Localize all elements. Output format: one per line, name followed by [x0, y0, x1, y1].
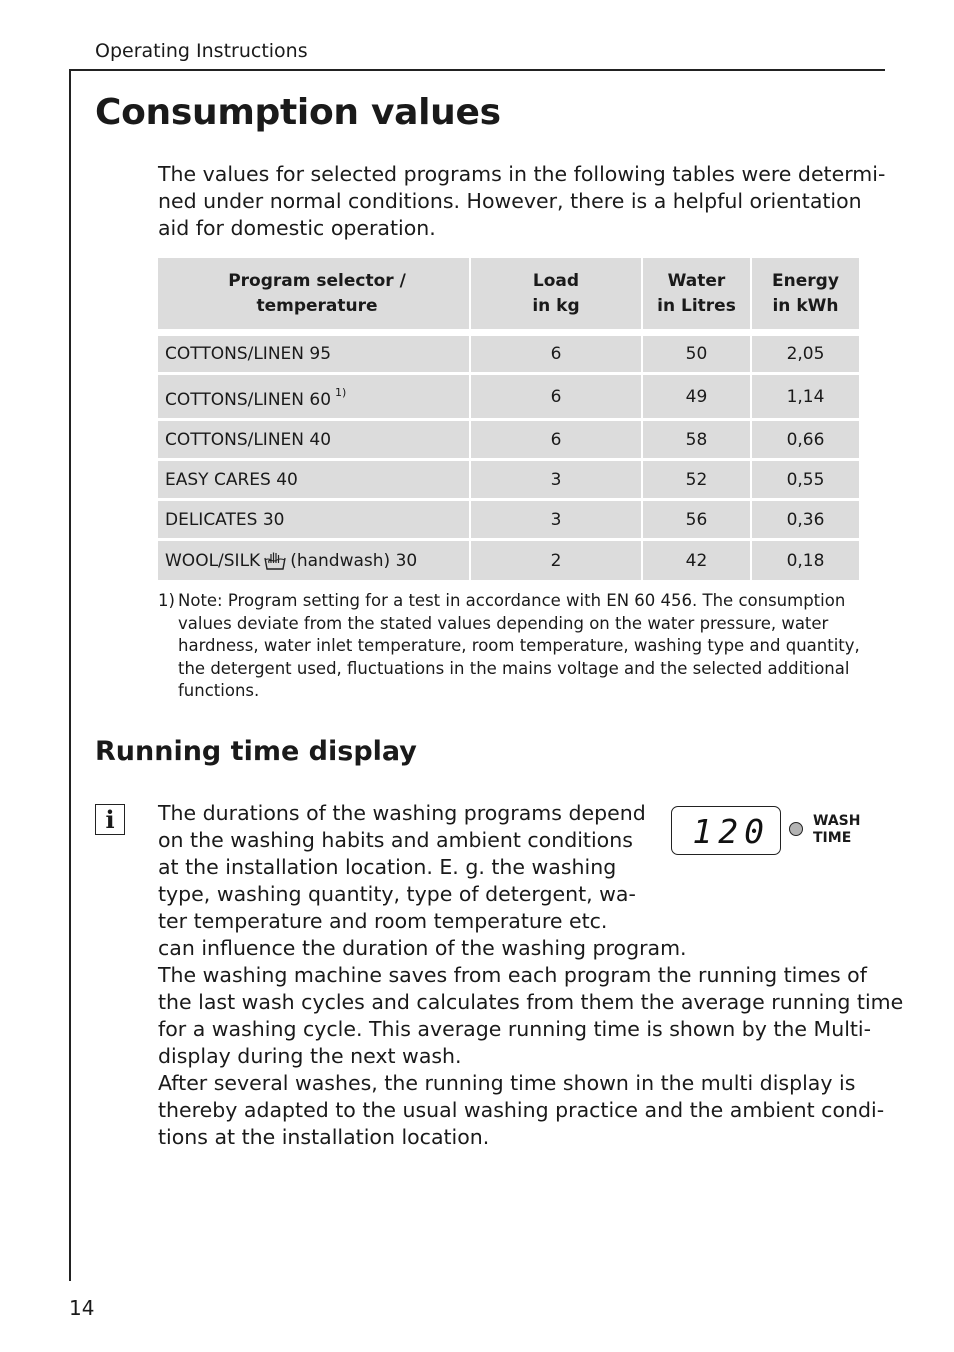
cell-load: 6 — [471, 375, 643, 418]
table-row — [158, 336, 859, 372]
table-header-row — [158, 258, 859, 329]
body-line: for a washing cycle. This average running time is shown by the Multi- — [158, 1017, 872, 1041]
table-row — [158, 375, 859, 418]
body-line: ter temperature and room temperature etc. — [158, 909, 608, 933]
body-line: After several washes, the running time shown in the multi display is — [158, 1071, 856, 1095]
header-energy — [752, 258, 859, 329]
running-time-text — [158, 800, 903, 1151]
footnote-reference: 1) — [335, 386, 347, 399]
cell-water: 49 — [643, 375, 752, 418]
wash-time-label-line2: TIME — [813, 830, 852, 846]
footnote-line: Note: Program setting for a test in accordance with EN 60 456. The consumption — [178, 591, 846, 610]
cell-program: DELICATES 30 — [158, 501, 471, 538]
header-program: Program selector / temperature — [158, 258, 471, 329]
info-icon: i — [95, 804, 125, 835]
cell-energy: 1,14 — [786, 386, 825, 407]
header-load — [471, 258, 643, 329]
table-row — [158, 541, 859, 580]
cell-water: 42 — [643, 541, 752, 580]
table-row — [158, 501, 859, 538]
page-title: Consumption values — [95, 92, 501, 133]
header-water-line1: Water — [667, 270, 726, 291]
table-row — [158, 421, 859, 458]
handwash-icon — [263, 551, 287, 571]
display-digits: 120 — [692, 812, 770, 851]
cell-water: 56 — [643, 501, 752, 538]
intro-paragraph — [158, 161, 886, 242]
cell-water: 58 — [643, 421, 752, 458]
header-energy-line1: Energy — [772, 270, 839, 291]
cell-load: 3 — [471, 461, 643, 498]
cell-energy: 0,66 — [786, 429, 825, 450]
header-load-line1: Load — [532, 270, 580, 291]
body-line: The durations of the washing programs depend — [158, 801, 646, 825]
footnote-line: the detergent used, fluctuations in the mains voltage and the selected additional — [178, 658, 850, 678]
section-title: Running time display — [95, 736, 417, 767]
intro-line: ned under normal conditions. However, there is a helpful orientation — [158, 189, 862, 213]
cell-program-text: WOOL/SILK — [165, 550, 261, 571]
cell-energy: 0,55 — [786, 469, 825, 490]
cell-program-suffix: (handwash) 30 — [290, 550, 418, 571]
cell-program — [158, 375, 471, 418]
table-footnote — [158, 590, 858, 703]
cell-program: COTTONS/LINEN 40 — [158, 421, 471, 458]
body-line: display during the next wash. — [158, 1044, 462, 1068]
cell-load: 2 — [471, 541, 643, 580]
table-row — [158, 461, 859, 498]
body-line: the last wash cycles and calculates from them the average running time — [158, 990, 904, 1014]
cell-program-text: COTTONS/LINEN 60 — [165, 389, 332, 410]
body-line: The washing machine saves from each program the running times of — [158, 963, 867, 987]
consumption-table — [158, 258, 859, 583]
cell-energy: 2,05 — [786, 344, 825, 364]
body-line: type, washing quantity, type of detergent, wa- — [158, 882, 636, 906]
cell-water: 52 — [643, 461, 752, 498]
cell-program: COTTONS/LINEN 95 — [158, 336, 471, 372]
intro-line: The values for selected programs in the following tables were determi- — [158, 162, 886, 186]
wash-time-label-line1: WASH — [813, 813, 861, 829]
page-number: 14 — [69, 1296, 95, 1320]
body-line: can influence the duration of the washing program. — [158, 936, 687, 960]
body-line: thereby adapted to the usual washing practice and the ambient condi- — [158, 1098, 885, 1122]
intro-line: aid for domestic operation. — [158, 216, 436, 240]
footnote-line: hardness, water inlet temperature, room temperature, washing type and quantity, — [178, 636, 860, 655]
footnote-line: values deviate from the stated values depending on the water pressure, water — [178, 613, 829, 633]
running-header: Operating Instructions — [95, 40, 308, 62]
header-rule — [69, 69, 885, 71]
cell-energy: 0,36 — [786, 509, 825, 530]
cell-load: 3 — [471, 501, 643, 538]
header-water — [643, 258, 752, 329]
multi-display — [671, 806, 781, 855]
cell-load: 6 — [471, 336, 643, 372]
margin-rule — [69, 69, 71, 1281]
cell-load: 6 — [471, 421, 643, 458]
cell-program: EASY CARES 40 — [158, 461, 471, 498]
body-line: at the installation location. E. g. the washing — [158, 855, 617, 879]
cell-water: 50 — [643, 336, 752, 372]
header-energy-line2: in kWh — [772, 295, 839, 316]
footnote-marker: 1) — [158, 591, 175, 610]
cell-energy: 0,18 — [786, 550, 825, 571]
header-load-line2: in kg — [532, 295, 580, 316]
body-line: on the washing habits and ambient conditions — [158, 828, 633, 852]
footnote-line: functions. — [178, 681, 260, 700]
wash-time-label — [813, 813, 860, 847]
header-water-line2: in Litres — [657, 295, 736, 316]
body-line: tions at the installation location. — [158, 1125, 490, 1149]
cell-program — [158, 541, 471, 580]
wash-time-indicator-light — [789, 822, 803, 836]
